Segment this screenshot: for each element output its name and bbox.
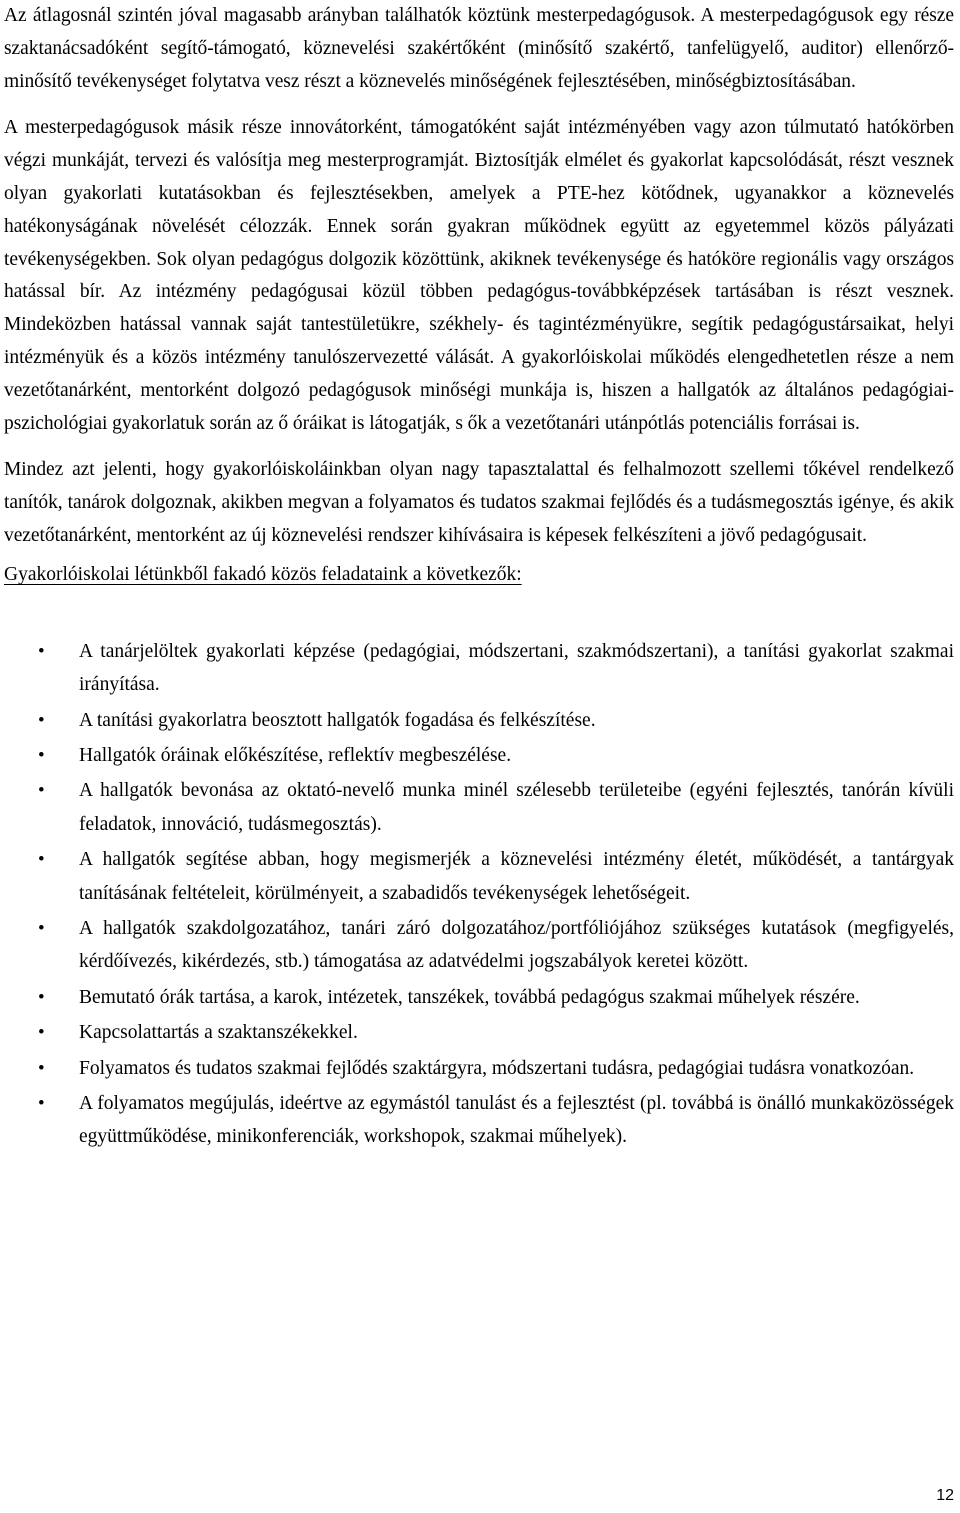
- task-text: Folyamatos és tudatos szakmai fejlődés szaktárgyra, módszertani tudásra, pedagógiai tudásra vonatkozóan.: [79, 1057, 915, 1079]
- bullet-icon: •: [38, 709, 45, 731]
- task-list-item: [4, 704, 954, 737]
- task-text: Bemutató órák tartása, a karok, intézetek, tanszékek, továbbá pedagógus szakmai műhelyek részére.: [79, 986, 860, 1008]
- bullet-icon: •: [38, 640, 45, 662]
- bullet-icon: •: [38, 849, 45, 871]
- task-text: A tanárjelöltek gyakorlati képzése (pedagógiai, módszertani, szakmódszertani), a tanítási gyakorlat szakmai irányítása.: [79, 640, 954, 696]
- task-text: A folyamatos megújulás, ideértve az egymástól tanulást és a fejlesztést (pl. továbbá is önálló munkaközösségek együttműködése, minikonferenciák, workshopok, szakmai műhelyek).: [79, 1093, 954, 1148]
- bullet-icon: •: [38, 1022, 45, 1044]
- task-text: A hallgatók bevonása az oktató-nevelő munka minél szélesebb területeibe (egyéni fejlesztés, tanórán kívüli feladatok, innováció, tudásmegosztás).: [79, 780, 954, 835]
- task-list-item: [4, 843, 954, 910]
- task-list-item: [4, 1087, 954, 1154]
- document-page: [4, 0, 954, 1156]
- paragraph-summary: Mindez azt jelenti, hogy gyakorlóiskoláinkban olyan nagy tapasztalattal és felhalmozott szellemi tőkével rendelkező tanítók, tanárok dolgoznak, akikben megvan a folyamatos és tudatos szakmai fejlődés és a tudásmegosztás igénye, és akik vezetőtanárként, mentorként az új köznevelési rendszer kihívásaira is képesek felkészíteni a jövő pedagógusait.: [4, 459, 954, 546]
- bullet-icon: •: [38, 744, 45, 766]
- task-text: Hallgatók óráinak előkészítése, reflektív megbeszélése.: [79, 744, 512, 766]
- task-list-item: [4, 635, 954, 702]
- bullet-icon: •: [38, 780, 45, 802]
- task-list-item: [4, 774, 954, 841]
- paragraph-mesterpedagogusok-intro: Az átlagosnál szintén jóval magasabb arányban találhatók köztünk mesterpedagógusok. A mesterpedagógusok egy része szaktanácsadóként segítő-támogató, köznevelési szakértőként (minősítő szakértő, tanfelügyelő, auditor) ellenőrző-minősítő tevékenységet folytatva vesz részt a köznevelés minőségének fejlesztésében, minőségbiztosításában.: [4, 5, 954, 92]
- task-text: A hallgatók szakdolgozatához, tanári záró dolgozatához/portfóliójához szükséges kutatások (megfigyelés, kérdőívezés, kikérdezés, stb.) támogatása az adatvédelmi jogszabályok keretei között.: [79, 918, 954, 973]
- bullet-icon: •: [38, 1057, 45, 1079]
- task-list-item: [4, 981, 954, 1014]
- task-text: Kapcsolattartás a szaktanszékekkel.: [79, 1022, 358, 1044]
- bullet-icon: •: [38, 986, 45, 1008]
- task-list: [4, 635, 954, 1154]
- task-list-item: [4, 912, 954, 979]
- task-text: A tanítási gyakorlatra beosztott hallgatók fogadása és felkészítése.: [79, 709, 596, 731]
- task-list-item: [4, 1016, 954, 1049]
- task-text: A hallgatók segítése abban, hogy megismerjék a köznevelési intézmény életét, működését, a tantárgyak tanításának feltételeit, körülményeit, a szabadidős tevékenységek lehetőségeit.: [79, 849, 954, 904]
- section-heading-tasks: Gyakorlóiskolai létünkből fakadó közös feladataink a következők:: [4, 563, 522, 585]
- bullet-icon: •: [38, 918, 45, 939]
- task-list-item: [4, 739, 954, 772]
- task-list-item: [4, 1052, 954, 1085]
- bullet-icon: •: [38, 1093, 45, 1115]
- paragraph-mesterpedagogusok-innovators: A mesterpedagógusok másik része innovátorként, támogatóként saját intézményében vagy azon túlmutató hatókörben végzi munkáját, tervezi és valósítja meg mesterprogramját. Biztosítják elmélet és gyakorlat kapcsolódását, részt vesznek olyan gyakorlati kutatásokban és fejlesztésekben, amelyek a PTE-hez kötődnek, ugyanakkor a köznevelés hatékonyságának növelését célozzák. Ennek során gyakran működnek együtt az egyetemmel közös pályázati tevékenységekben. Sok olyan pedagógus dolgozik közöttünk, akiknek tevékenysége és hatóköre regionális vagy országos hatással bír. Az intézmény pedagógusai közül többen pedagógus-továbbképzések tartásában is részt vesznek. Mindeközben hatással vannak saját tantestületükre, székhely- és tagintézményükre, segítik pedagógustársaikat, helyi intézményük és a közös intézmény tanulószervezetté válását. A gyakorlóiskolai működés elengedhetetlen része a nem vezetőtanárként, mentorként dolgozó pedagógusok minőségi munkája is, hiszen a hallgatók az általános pedagógiai-pszichológiai gyakorlatuk során az ő óráikat is látogatják, s ők a vezetőtanári utánpótlás potenciális forrásai is.: [4, 117, 954, 434]
- page-number: 12: [936, 1487, 954, 1504]
